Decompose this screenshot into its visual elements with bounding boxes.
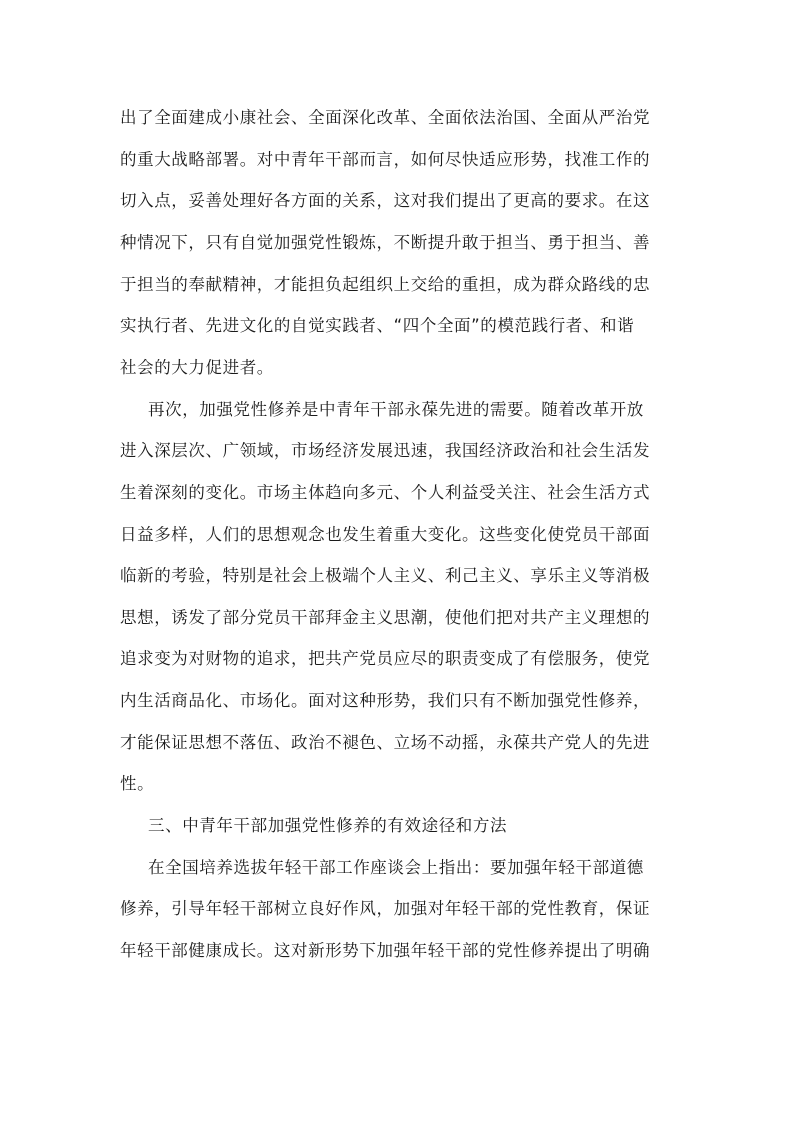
text-line-7: 社会的大力促进者。 xyxy=(120,358,274,377)
text-line-1: 出了全面建成小康社会、全面深化改革、全面依法治国、全面从严治党 xyxy=(120,108,651,127)
section-heading: 三、中青年干部加强党性修养的有效途径和方法 xyxy=(148,816,508,835)
text-line-21: 年轻干部健康成长。这对新形势下加强年轻干部的党性修养提出了明确 xyxy=(120,941,651,960)
text-line-11: 日益多样，人们的思想观念也发生着重大变化。这些变化使党员干部面 xyxy=(120,525,651,544)
text-line-12: 临新的考验，特别是社会上极端个人主义、利己主义、享乐主义等消极 xyxy=(120,566,651,585)
text-line-4: 种情况下，只有自觉加强党性锻炼，不断提升敢于担当、勇于担当、善 xyxy=(120,233,651,252)
text-line-10: 生着深刻的变化。市场主体趋向多元、个人利益受关注、社会生活方式 xyxy=(120,483,651,502)
text-line-17: 性。 xyxy=(120,774,155,793)
text-line-16: 才能保证思想不落伍、政治不褪色、立场不动摇，永葆共产党人的先进 xyxy=(120,733,651,752)
paragraph-start-line: 再次，加强党性修养是中青年干部永葆先进的需要。随着改革开放 xyxy=(148,400,644,419)
text-line-5: 于担当的奉献精神，才能担负起组织上交给的重担，成为群众路线的忠 xyxy=(120,275,651,294)
text-line-2: 的重大战略部署。对中青年干部而言，如何尽快适应形势，找准工作的 xyxy=(120,150,651,169)
text-line-9: 进入深层次、广领域，市场经济发展迅速，我国经济政治和社会生活发 xyxy=(120,441,651,460)
text-line-13: 思想，诱发了部分党员干部拜金主义思潮，使他们把对共产主义理想的 xyxy=(120,608,651,627)
text-line-14: 追求变为对财物的追求，把共产党员应尽的职责变成了有偿服务，使党 xyxy=(120,649,651,668)
text-line-3: 切入点，妥善处理好各方面的关系，这对我们提出了更高的要求。在这 xyxy=(120,191,651,210)
text-line-15: 内生活商品化、市场化。面对这种形势，我们只有不断加强党性修养， xyxy=(120,691,651,710)
paragraph-start-line: 在全国培养选拔年轻干部工作座谈会上指出：要加强年轻干部道德 xyxy=(148,858,644,877)
text-line-6: 实执行者、先进文化的自觉实践者、“四个全面”的模范践行者、和谐 xyxy=(120,316,635,335)
text-line-20: 修养，引导年轻干部树立良好作风，加强对年轻干部的党性教育，保证 xyxy=(120,899,651,918)
